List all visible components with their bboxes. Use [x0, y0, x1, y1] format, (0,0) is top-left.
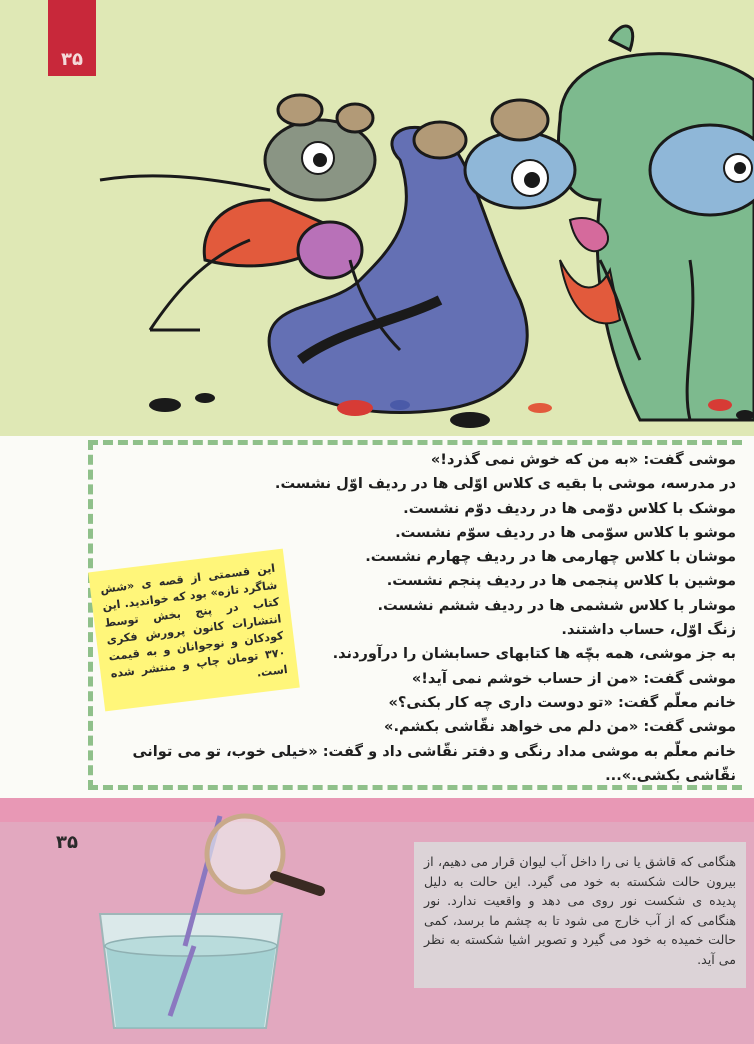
- story-line: موشی گفت: «به من که خوش نمی گذرد!»: [430, 451, 736, 468]
- story-line: زنگ اوّل، حساب داشتند.: [561, 621, 736, 639]
- cartoon-mice-image: [0, 0, 754, 436]
- story-line: موشار با کلاس ششمی ها در ردیف ششم نشست.: [377, 596, 736, 614]
- story-line: موشین با کلاس پنجمی ها در ردیف پنجم نشست.: [386, 572, 736, 590]
- story-line: موشک با کلاس دوّمی ها در ردیف دوّم نشست.: [403, 499, 736, 517]
- page-number-tab: [48, 0, 96, 76]
- story-line: خانم معلّم به موشی مداد رنگی و دفتر نقّاشی داد و گفت: «خیلی خوب، تو می توانی نقّاشی بکشی.»...: [132, 742, 736, 784]
- sticky-note: این قسمتی از قصه ی «شش شاگرد تازه» بود که خواندید. این کتاب در پنج بخش توسط انتشارات کانون پرورش فکری کودکان و نوجوانان و به قیمت ۳۷۰ تومان چاپ و منتشر شده است.: [88, 549, 300, 712]
- page-number-top: ۳۵: [61, 49, 83, 70]
- story-line: در مدرسه، موشی با بقیه ی کلاس اوّلی ها در ردیف اوّل نشست.: [274, 475, 736, 493]
- page-number-bottom: ۳۵: [56, 832, 78, 853]
- story-line: خانم معلّم گفت: «تو دوست داری چه کار بکنی؟»: [388, 693, 736, 711]
- mice-illustration: [0, 0, 754, 436]
- story-line: به جز موشی، همه بچّه ها کتابهای حسابشان را درآوردند.: [332, 645, 736, 663]
- science-text: هنگامی که قاشق یا نی را داخل آب لیوان قرار می دهیم، از بیرون حالت شکسته به خود می گیرد. این حالت به دلیل پدیده ی شکست نور روی می دهد و واقعیت ندارد. نور هنگامی که از آب خارج می شود تا به چشم ما برسد، کمی حالت خمیده به خود می گیرد و تصویر اشیا شکسته به نظر می آید.: [424, 854, 736, 967]
- story-line: موشی گفت: «من از حساب خوشم نمی آید!»: [411, 669, 736, 687]
- story-line: موشان با کلاس چهارمی ها در ردیف چهارم نشست.: [365, 548, 736, 566]
- story-line: موشی گفت: «من دلم می خواهد نقّاشی بکشم.»: [384, 718, 736, 736]
- story-line: موشو با کلاس سوّمی ها در ردیف سوّم نشست.: [395, 523, 736, 541]
- glass-magnifier-image: [70, 806, 340, 1038]
